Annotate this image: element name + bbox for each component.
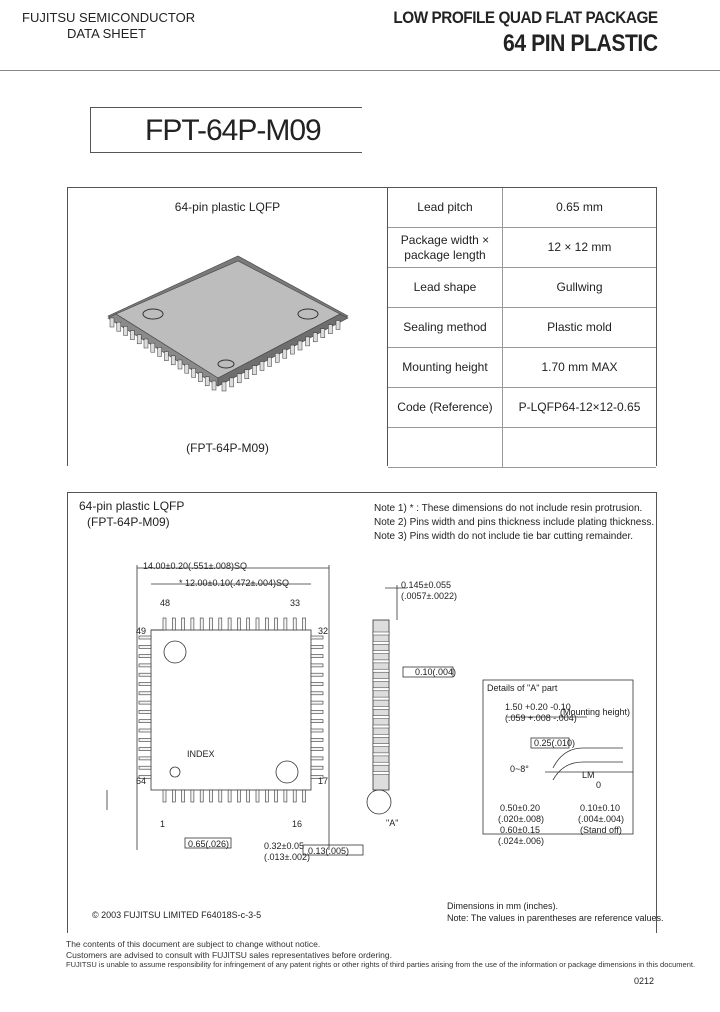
- dim-height-in: (.059 +.008 -.004): [505, 713, 577, 723]
- pin-lead: [311, 748, 323, 751]
- package-lead: [110, 318, 114, 327]
- spec-row: [388, 348, 656, 388]
- note-2: Note 2) Pins width and pins thickness include plating thickness.: [374, 517, 655, 528]
- dim-angle: 0~8°: [510, 764, 529, 774]
- spec-key: [388, 428, 503, 468]
- package-lead: [124, 326, 128, 335]
- pin-lead: [311, 738, 323, 741]
- standoff-label: (Stand off): [580, 825, 622, 835]
- image-title: 64-pin plastic LQFP: [174, 200, 281, 214]
- package-lead: [336, 321, 340, 330]
- side-lead: [373, 688, 389, 691]
- pin-lead: [293, 618, 296, 630]
- package-lead: [192, 368, 196, 377]
- pin-lead: [265, 618, 268, 630]
- dim-height: 1.50 +0.20 -0.10: [505, 702, 571, 712]
- pin-lead: [228, 790, 231, 802]
- pin-lead: [311, 729, 323, 732]
- pin-lead: [219, 790, 222, 802]
- detail-a-label: "A": [386, 818, 399, 828]
- pin-lead: [275, 790, 278, 802]
- pin-49-label: 49: [136, 626, 147, 636]
- package-lead: [321, 329, 325, 338]
- pin-lead: [311, 645, 323, 648]
- zero-label: 0: [596, 780, 602, 790]
- pin-lead: [210, 618, 213, 630]
- pin-lead: [139, 683, 151, 686]
- spec-value: 0.65 mm: [503, 188, 657, 228]
- side-lead: [373, 753, 389, 756]
- mechanical-drawing: [67, 540, 655, 910]
- dim-outer: 14.00±0.20(.551±.008)SQ: [143, 561, 247, 571]
- package-lead: [252, 366, 256, 375]
- pin-lead: [139, 636, 151, 639]
- pin-33-label: 33: [290, 598, 301, 608]
- package-lead: [306, 337, 310, 346]
- dim-foot: 0.60±0.15: [500, 825, 540, 835]
- pin-lead: [311, 720, 323, 723]
- spec-key: Package width × package length: [388, 228, 503, 268]
- package-lead: [185, 364, 189, 373]
- pin-lead: [311, 673, 323, 676]
- dim-position: 0.13(.005): [308, 846, 350, 856]
- spec-row: [388, 188, 656, 228]
- spec-value: P-LQFP64-12×12-0.65: [503, 388, 657, 428]
- pin-lead: [284, 790, 287, 802]
- package-lead: [313, 333, 317, 342]
- package-lead: [198, 373, 202, 382]
- side-lead: [373, 716, 389, 719]
- pin-lead: [303, 618, 306, 630]
- pin-lead: [219, 618, 222, 630]
- pin-lead: [303, 790, 306, 802]
- package-lead: [178, 360, 182, 369]
- side-lead: [373, 651, 389, 654]
- side-lead: [373, 762, 389, 765]
- pin-lead: [228, 618, 231, 630]
- side-lead: [373, 706, 389, 709]
- drawing-code: (FPT-64P-M09): [87, 515, 170, 529]
- pin-lead: [311, 664, 323, 667]
- note-1: Note 1) * : These dimensions do not include resin protrusion.: [374, 503, 643, 514]
- side-lead: [373, 725, 389, 728]
- dim-gauge: 0.25(.010): [534, 738, 576, 748]
- package-lead: [283, 349, 287, 358]
- package-3d-image: [98, 236, 358, 416]
- package-lead: [328, 325, 332, 334]
- package-lead: [290, 345, 294, 354]
- package-lead: [268, 357, 272, 366]
- pin-lead: [139, 701, 151, 704]
- package-image-cell: [68, 188, 388, 466]
- package-lead: [222, 382, 226, 391]
- pin-lead: [200, 790, 203, 802]
- package-lead: [164, 352, 168, 361]
- dim-thickness-in: (.0057±.0022): [401, 591, 457, 601]
- spec-table: [388, 188, 656, 468]
- page-number: 0212: [633, 976, 654, 986]
- drawing-label: [79, 498, 184, 530]
- package-lead: [158, 347, 162, 356]
- footer-text: [66, 939, 695, 971]
- footer-line-3: FUJITSU is unable to assume responsibility for infringement of any patent rights or other rights of third parties arising from the use of the information or package dimensions in this document.: [66, 960, 696, 969]
- spec-value: Gullwing: [503, 268, 657, 308]
- spec-row: [388, 228, 656, 268]
- pin-lead: [139, 692, 151, 695]
- dim-coplanarity: 0.10(.004): [415, 667, 457, 677]
- header-rule: [0, 70, 720, 71]
- pin-lead: [311, 683, 323, 686]
- pin-lead: [172, 618, 175, 630]
- details-title: Details of "A" part: [487, 683, 558, 693]
- image-caption: (FPT-64P-M09): [186, 441, 269, 455]
- pin-lead: [139, 655, 151, 658]
- pin-lead: [139, 673, 151, 676]
- pin-lead: [247, 790, 250, 802]
- note-3: Note 3) Pins width do not include tie bar cutting remainder.: [374, 531, 634, 542]
- package-lead: [212, 381, 216, 390]
- pin-lead: [139, 729, 151, 732]
- spec-row: [388, 428, 656, 468]
- pin-lead: [182, 618, 185, 630]
- spec-key: Code (Reference): [388, 388, 503, 428]
- package-type: LOW PROFILE QUAD FLAT PACKAGE: [393, 8, 658, 27]
- pin-1-label: 1: [160, 819, 166, 829]
- pin-lead: [284, 618, 287, 630]
- spec-box: [67, 187, 657, 466]
- side-lead: [373, 734, 389, 737]
- spec-value: 1.70 mm MAX: [503, 348, 657, 388]
- pin-lead: [311, 766, 323, 769]
- pin-lead: [191, 618, 194, 630]
- pin-lead: [139, 738, 151, 741]
- package-lead: [117, 322, 121, 331]
- part-code: FPT-64P-M09: [90, 107, 362, 153]
- lm-label: LM: [582, 770, 595, 780]
- pin-17-label: 17: [318, 776, 329, 786]
- company-name: FUJITSU SEMICONDUCTOR: [22, 10, 196, 25]
- pin-lead: [275, 618, 278, 630]
- dim-standoff-in: (.004±.004): [578, 814, 624, 824]
- header-left: [22, 10, 195, 42]
- spec-row: [388, 388, 656, 428]
- units-line-2: Note: The values in parentheses are reference values.: [447, 913, 664, 923]
- package-lead: [245, 370, 249, 379]
- pin-lead: [139, 645, 151, 648]
- package-lead: [171, 356, 175, 365]
- footer-line-1: The contents of this document are subject to change without notice.: [66, 939, 321, 949]
- pin-lead: [139, 757, 151, 760]
- pin-lead: [311, 701, 323, 704]
- pin-lead: [210, 790, 213, 802]
- spec-value: Plastic mold: [503, 308, 657, 348]
- dim-inner: * 12.00±0.10(.472±.004)SQ: [179, 578, 289, 588]
- dim-pitch: 0.65(.026): [188, 839, 230, 849]
- dim-standoff: 0.10±0.10: [580, 803, 620, 813]
- pin-lead: [237, 618, 240, 630]
- pin-lead: [139, 720, 151, 723]
- units-line-1: Dimensions in mm (inches).: [447, 901, 559, 911]
- package-lead: [298, 341, 302, 350]
- doc-type: DATA SHEET: [67, 26, 146, 41]
- side-lead: [373, 697, 389, 700]
- pin-lead: [311, 636, 323, 639]
- spec-value: 12 × 12 mm: [503, 228, 657, 268]
- pin-lead: [163, 618, 166, 630]
- pin-64-label: 64: [136, 776, 147, 786]
- side-lead: [373, 660, 389, 663]
- side-lead: [373, 641, 389, 644]
- package-lead: [144, 339, 148, 348]
- footer-line-2: Customers are advised to consult with FUJITSU sales representatives before ordering.: [66, 949, 392, 960]
- header-right: [364, 8, 658, 58]
- side-lead: [373, 744, 389, 747]
- package-lead: [151, 343, 155, 352]
- spec-key: Sealing method: [388, 308, 503, 348]
- package-lead: [205, 377, 209, 386]
- pin-lead: [139, 664, 151, 667]
- drawing-title: 64-pin plastic LQFP: [79, 499, 185, 513]
- dim-width-in: (.013±.002): [264, 852, 310, 862]
- side-lead: [373, 632, 389, 635]
- pin-count: 64 PIN PLASTIC: [503, 30, 658, 57]
- pin-lead: [191, 790, 194, 802]
- spec-row: [388, 308, 656, 348]
- dim-foot-in: (.024±.006): [498, 836, 544, 846]
- pin-lead: [139, 766, 151, 769]
- pin-lead: [256, 790, 259, 802]
- dim-lead-len-in: (.020±.008): [498, 814, 544, 824]
- spec-row: [388, 268, 656, 308]
- index-label: INDEX: [187, 749, 215, 759]
- height-label: (Mounting height): [560, 707, 631, 717]
- side-lead: [373, 669, 389, 672]
- package-lead: [260, 362, 264, 371]
- pin-lead: [293, 790, 296, 802]
- pin-lead: [311, 692, 323, 695]
- drawing-notes: [374, 502, 654, 544]
- dim-width: 0.32±0.05: [264, 841, 304, 851]
- pin-lead: [163, 790, 166, 802]
- package-lead: [230, 378, 234, 387]
- pin-lead: [247, 618, 250, 630]
- pin-lead: [172, 790, 175, 802]
- pin-lead: [311, 710, 323, 713]
- pin-32-label: 32: [318, 626, 329, 636]
- pin-lead: [139, 748, 151, 751]
- package-lead: [237, 374, 241, 383]
- spec-key: Lead shape: [388, 268, 503, 308]
- pin-lead: [237, 790, 240, 802]
- side-lead: [373, 772, 389, 775]
- package-lead: [130, 331, 134, 340]
- dim-thickness: 0.145±0.055: [401, 580, 451, 590]
- pin-lead: [311, 757, 323, 760]
- package-lead: [137, 335, 141, 344]
- side-lead: [373, 679, 389, 682]
- pin-lead: [311, 655, 323, 658]
- dim-lead-len: 0.50±0.20: [500, 803, 540, 813]
- pin-48-label: 48: [160, 598, 171, 608]
- spec-key: Lead pitch: [388, 188, 503, 228]
- pin-lead: [265, 790, 268, 802]
- copyright: © 2003 FUJITSU LIMITED F64018S-c-3-5: [92, 910, 262, 920]
- pin-lead: [200, 618, 203, 630]
- package-lead: [275, 353, 279, 362]
- spec-value: [503, 428, 657, 468]
- pin-lead: [256, 618, 259, 630]
- spec-key: Mounting height: [388, 348, 503, 388]
- pin-lead: [182, 790, 185, 802]
- units-note: [447, 900, 663, 924]
- pin-lead: [139, 710, 151, 713]
- pin-16-label: 16: [292, 819, 303, 829]
